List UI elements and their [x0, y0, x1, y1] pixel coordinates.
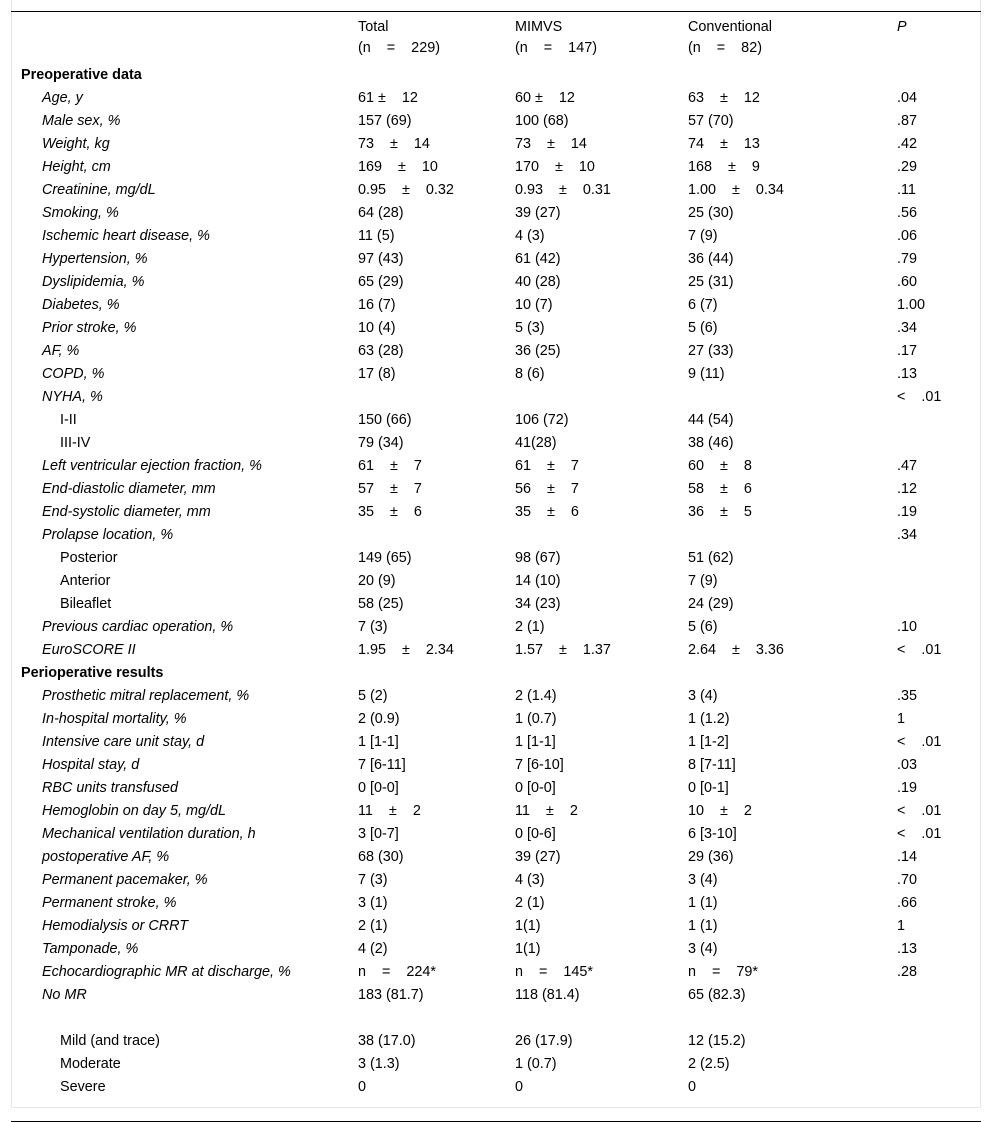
cell-total: 0 — [358, 1078, 367, 1095]
table-row — [11, 777, 981, 800]
cell-total: 3 (1) — [358, 894, 388, 911]
table-row — [11, 294, 981, 317]
row-label: Prosthetic mitral replacement, % — [42, 687, 250, 704]
section-row — [11, 662, 981, 685]
cell-p: 1 — [897, 710, 906, 727]
table-row — [11, 570, 981, 593]
header-total-n: (n = 229) — [358, 40, 440, 56]
cell-total: 1.95 ± 2.34 — [358, 641, 454, 658]
table-row — [11, 593, 981, 616]
cell-total: 57 ± 7 — [358, 480, 422, 497]
header-conventional-n: (n = 82) — [688, 40, 762, 56]
cell-conventional: 6 [3-10] — [688, 825, 737, 842]
cell-total: 68 (30) — [358, 848, 404, 865]
cell-conventional: 27 (33) — [688, 342, 734, 359]
table-row — [11, 317, 981, 340]
row-label: Height, cm — [42, 158, 111, 175]
cell-p: .35 — [897, 687, 918, 704]
row-sublabel — [11, 1099, 358, 1122]
cell-conventional: 3 (4) — [688, 940, 718, 957]
cell-mimvs: 35 ± 6 — [515, 503, 579, 520]
cell-total: 7 (3) — [358, 871, 388, 888]
cell-conventional: 36 ± 5 — [688, 503, 752, 520]
cell-total: 157 (69) — [358, 112, 412, 129]
table-row — [11, 248, 981, 271]
cell-conventional: 1.00 ± 0.34 — [688, 181, 784, 198]
row-sublabel: Moderate — [60, 1055, 121, 1072]
cell-mimvs: 0.93 ± 0.31 — [515, 181, 611, 198]
row-sublabel: Posterior — [60, 549, 118, 566]
cell-total: 10 (4) — [358, 319, 396, 336]
row-label: Tamponade, % — [42, 940, 139, 957]
cell-conventional: 1 (1.2) — [688, 710, 730, 727]
row-label-main: Permanent pacemaker, % — [42, 871, 208, 888]
table-row — [11, 708, 981, 731]
cell-p: < .01 — [897, 733, 942, 750]
cell-conventional: 3 (4) — [688, 687, 718, 704]
cell-mimvs: 40 (28) — [515, 273, 561, 290]
cell-mimvs: 170 ± 10 — [515, 158, 595, 175]
cell-conventional: 24 (29) — [688, 595, 734, 612]
cell-p — [897, 432, 981, 455]
table-row — [11, 892, 981, 915]
cell-conventional — [688, 524, 897, 547]
row-label: Prolapse location, % — [42, 526, 174, 543]
cell-p: .60 — [897, 273, 918, 290]
table-row — [11, 846, 981, 869]
cell-conventional: 38 (46) — [688, 434, 734, 451]
cell-total: 7 [6-11] — [358, 756, 406, 773]
table-row — [11, 202, 981, 225]
cell-mimvs: 1.57 ± 1.37 — [515, 641, 611, 658]
row-label: Age, y — [42, 89, 83, 106]
cell-conventional: 51 (62) — [688, 549, 734, 566]
cell-p — [897, 1099, 981, 1122]
cell-total — [358, 386, 515, 409]
header-mimvs — [515, 12, 688, 64]
cell-total: 1 [1-1] — [358, 733, 399, 750]
cell-mimvs: 1 (0.7) — [515, 710, 557, 727]
table-row — [11, 685, 981, 708]
cell-mimvs: 1(1) — [515, 917, 541, 934]
cell-total: 16 (7) — [358, 296, 396, 313]
cell-p: .34 — [897, 319, 918, 336]
cell-conventional: 25 (30) — [688, 204, 734, 221]
cell-p: 1.00 — [897, 296, 926, 313]
cell-conventional: 44 (54) — [688, 411, 734, 428]
table-row — [11, 432, 981, 455]
cell-mimvs: 36 (25) — [515, 342, 561, 359]
row-label: Ischemic heart disease, % — [42, 227, 210, 244]
table-row — [11, 156, 981, 179]
cell-mimvs: 2 (1.4) — [515, 687, 557, 704]
cell-total: 58 (25) — [358, 595, 404, 612]
cell-p: .66 — [897, 894, 918, 911]
cell-p: 1 — [897, 917, 906, 934]
table-row — [11, 823, 981, 846]
row-label: Previous cardiac operation, % — [42, 618, 234, 635]
row-label: Hemodialysis or CRRT — [42, 917, 189, 934]
cell-total: 5 (2) — [358, 687, 388, 704]
cell-mimvs: 118 (81.4) — [515, 986, 580, 1003]
cell-mimvs: 1 [1-1] — [515, 733, 556, 750]
cell-p: .79 — [897, 250, 918, 267]
cell-conventional: 8 [7-11] — [688, 756, 736, 773]
table-row — [11, 961, 981, 984]
cell-p: .28 — [897, 963, 918, 980]
row-label: No MR — [42, 986, 87, 1003]
cell-p — [897, 409, 981, 432]
row-label: COPD, % — [42, 365, 105, 382]
table-row — [11, 179, 981, 202]
cell-mimvs: 56 ± 7 — [515, 480, 579, 497]
table-row — [11, 478, 981, 501]
cell-conventional: 2 (2.5) — [688, 1055, 730, 1072]
table-row — [11, 1076, 981, 1099]
cell-p: .29 — [897, 158, 918, 175]
cell-conventional — [688, 386, 897, 409]
cell-conventional: 25 (31) — [688, 273, 734, 290]
cell-mimvs — [515, 1099, 688, 1122]
cell-mimvs: 14 (10) — [515, 572, 561, 589]
cell-p: .06 — [897, 227, 918, 244]
cell-mimvs: 39 (27) — [515, 204, 561, 221]
cell-mimvs: 8 (6) — [515, 365, 545, 382]
cell-mimvs: 26 (17.9) — [515, 1032, 573, 1049]
cell-p — [897, 593, 981, 616]
table-row — [11, 915, 981, 938]
cell-total: 183 (81.7) — [358, 986, 424, 1003]
cell-conventional: 57 (70) — [688, 112, 734, 129]
cell-p: .47 — [897, 457, 918, 474]
table-row — [11, 731, 981, 754]
table-row — [11, 271, 981, 294]
cell-conventional: 3 (4) — [688, 871, 718, 888]
cell-total: 20 (9) — [358, 572, 396, 589]
cell-conventional: 168 ± 9 — [688, 158, 760, 175]
cell-mimvs: 61 (42) — [515, 250, 561, 267]
cell-p: .34 — [897, 526, 918, 543]
cell-conventional: 5 (6) — [688, 618, 718, 635]
header-total-title: Total — [358, 19, 389, 35]
row-label: Smoking, % — [42, 204, 119, 221]
cell-conventional: 58 ± 6 — [688, 480, 752, 497]
cell-p: .10 — [897, 618, 918, 635]
cell-mimvs: 4 (3) — [515, 871, 545, 888]
cell-p: < .01 — [897, 388, 942, 405]
cell-conventional — [688, 1099, 897, 1122]
cell-total: 3 (1.3) — [358, 1055, 400, 1072]
cell-conventional: 60 ± 8 — [688, 457, 752, 474]
cell-p: .42 — [897, 135, 918, 152]
cell-total: 11 (5) — [358, 227, 395, 244]
row-label: Male sex, % — [42, 112, 121, 129]
cell-p: .87 — [897, 112, 918, 129]
row-label: Creatinine, mg/dL — [42, 181, 156, 198]
row-label: Diabetes, % — [42, 296, 120, 313]
row-sublabel: Bileaflet — [60, 595, 112, 612]
cell-conventional: 1 (1) — [688, 917, 718, 934]
row-label: Hospital stay, d — [42, 756, 140, 773]
cell-mimvs: 61 ± 7 — [515, 457, 579, 474]
cell-mimvs: 4 (3) — [515, 227, 545, 244]
cell-total: 3 [0-7] — [358, 825, 399, 842]
table-row — [11, 984, 981, 1030]
row-sublabel: Severe — [60, 1078, 106, 1095]
cell-total: 2 (1) — [358, 917, 388, 934]
cell-conventional: 63 ± 12 — [688, 89, 760, 106]
cell-total: 79 (34) — [358, 434, 404, 451]
cell-mimvs: 0 [0-6] — [515, 825, 556, 842]
cell-total: n = 224* — [358, 963, 437, 980]
cell-p — [897, 984, 981, 1030]
cell-conventional: 0 — [688, 1078, 697, 1095]
cell-mimvs: 34 (23) — [515, 595, 561, 612]
row-sublabel: I-II — [60, 411, 77, 428]
cell-conventional: 36 (44) — [688, 250, 734, 267]
row-label: End-systolic diameter, mm — [42, 503, 211, 520]
cell-p: .19 — [897, 503, 918, 520]
table-row — [11, 1053, 981, 1076]
results-table — [11, 11, 981, 1122]
table-row — [11, 639, 981, 662]
cell-total: 149 (65) — [358, 549, 412, 566]
header-mimvs-n: (n = 147) — [515, 40, 597, 56]
row-label: postoperative AF, % — [42, 848, 170, 865]
row-label: EuroSCORE II — [42, 641, 136, 658]
table-row — [11, 409, 981, 432]
table-row — [11, 1099, 981, 1122]
table-row — [11, 340, 981, 363]
cell-mimvs: 7 [6-10] — [515, 756, 564, 773]
row-label: Prior stroke, % — [42, 319, 137, 336]
cell-total: 97 (43) — [358, 250, 404, 267]
cell-conventional: 6 (7) — [688, 296, 718, 313]
cell-total: 17 (8) — [358, 365, 396, 382]
row-sublabel: III-IV — [60, 434, 91, 451]
table-row — [11, 524, 981, 547]
table-header-row — [11, 12, 981, 64]
cell-total: 73 ± 14 — [358, 135, 430, 152]
row-label: AF, % — [42, 342, 80, 359]
cell-total: 2 (0.9) — [358, 710, 400, 727]
cell-p: < .01 — [897, 825, 942, 842]
cell-total: 35 ± 6 — [358, 503, 422, 520]
cell-mimvs: 98 (67) — [515, 549, 561, 566]
row-sublabel: Anterior — [60, 572, 111, 589]
cell-p: .14 — [897, 848, 918, 865]
cell-total — [358, 524, 515, 547]
header-p: P — [897, 19, 907, 35]
cell-p: < .01 — [897, 641, 942, 658]
row-label: NYHA, % — [42, 388, 103, 405]
header-conventional-title: Conventional — [688, 19, 773, 35]
cell-conventional: 0 [0-1] — [688, 779, 729, 796]
cell-mimvs: 2 (1) — [515, 618, 545, 635]
cell-total — [358, 1099, 515, 1122]
cell-conventional: 10 ± 2 — [688, 802, 752, 819]
row-sublabel: Mild (and trace) — [60, 1032, 160, 1049]
cell-total: 7 (3) — [358, 618, 388, 635]
table-row — [11, 616, 981, 639]
row-label: Dyslipidemia, % — [42, 273, 145, 290]
cell-conventional: 74 ± 13 — [688, 135, 760, 152]
row-label: Hypertension, % — [42, 250, 148, 267]
cell-conventional: 12 (15.2) — [688, 1032, 746, 1049]
cell-total: 38 (17.0) — [358, 1032, 416, 1049]
cell-mimvs: 60 ± 12 — [515, 89, 575, 106]
table-row — [11, 87, 981, 110]
cell-conventional: 1 [1-2] — [688, 733, 729, 750]
row-label: End-diastolic diameter, mm — [42, 480, 216, 497]
cell-p: .19 — [897, 779, 918, 796]
cell-total: 61 ± 7 — [358, 457, 422, 474]
cell-total: 65 (29) — [358, 273, 404, 290]
cell-mimvs: 1(1) — [515, 940, 541, 957]
table-row — [11, 800, 981, 823]
table-row — [11, 386, 981, 409]
row-label: Weight, kg — [42, 135, 110, 152]
cell-total: 61 ± 12 — [358, 89, 418, 106]
cell-p: .17 — [897, 342, 918, 359]
row-label: Permanent stroke, % — [42, 894, 177, 911]
cell-p: .13 — [897, 940, 918, 957]
table-row — [11, 363, 981, 386]
table-row — [11, 455, 981, 478]
cell-mimvs: 41(28) — [515, 434, 557, 451]
cell-p: .12 — [897, 480, 918, 497]
row-label: Left ventricular ejection fraction, % — [42, 457, 262, 474]
cell-conventional: 29 (36) — [688, 848, 734, 865]
section-row — [11, 64, 981, 87]
header-label — [11, 12, 358, 64]
row-label: In-hospital mortality, % — [42, 710, 187, 727]
section-title-preoperative: Preoperative data — [21, 66, 142, 83]
cell-mimvs: 1 (0.7) — [515, 1055, 557, 1072]
cell-total: 11 ± 2 — [358, 802, 421, 819]
cell-mimvs: 5 (3) — [515, 319, 545, 336]
cell-conventional: 1 (1) — [688, 894, 718, 911]
section-title-perioperative: Perioperative results — [21, 664, 164, 681]
header-conventional — [688, 12, 897, 64]
cell-conventional: 65 (82.3) — [688, 986, 746, 1003]
cell-p: .70 — [897, 871, 918, 888]
cell-p — [897, 570, 981, 593]
cell-mimvs — [515, 524, 688, 547]
cell-total: 0.95 ± 0.32 — [358, 181, 454, 198]
row-label: Echocardiographic MR at discharge, % — [42, 963, 291, 980]
table-row — [11, 547, 981, 570]
table-row — [11, 754, 981, 777]
cell-mimvs: 106 (72) — [515, 411, 569, 428]
cell-total: 64 (28) — [358, 204, 404, 221]
table-row — [11, 869, 981, 892]
table-row — [11, 225, 981, 248]
cell-p — [897, 1053, 981, 1076]
cell-mimvs: 73 ± 14 — [515, 135, 587, 152]
cell-mimvs: 39 (27) — [515, 848, 561, 865]
cell-mimvs: 0 [0-0] — [515, 779, 556, 796]
cell-conventional: 7 (9) — [688, 227, 718, 244]
cell-total: 63 (28) — [358, 342, 404, 359]
row-label: Mechanical ventilation duration, h — [42, 825, 256, 842]
cell-mimvs: n = 145* — [515, 963, 594, 980]
cell-p: .11 — [897, 181, 916, 198]
cell-mimvs: 10 (7) — [515, 296, 553, 313]
cell-p: .13 — [897, 365, 918, 382]
cell-total: 169 ± 10 — [358, 158, 438, 175]
header-total — [358, 12, 515, 64]
row-label: Hemoglobin on day 5, mg/dL — [42, 802, 226, 819]
cell-p: .03 — [897, 756, 918, 773]
cell-mimvs: 2 (1) — [515, 894, 545, 911]
cell-total: 150 (66) — [358, 411, 412, 428]
cell-p: .56 — [897, 204, 918, 221]
row-label: Intensive care unit stay, d — [42, 733, 205, 750]
cell-p — [897, 547, 981, 570]
table-row — [11, 110, 981, 133]
cell-total: 4 (2) — [358, 940, 388, 957]
cell-mimvs: 0 — [515, 1078, 524, 1095]
cell-mimvs — [515, 386, 688, 409]
cell-mimvs: 100 (68) — [515, 112, 569, 129]
table-row — [11, 133, 981, 156]
header-mimvs-title: MIMVS — [515, 19, 563, 35]
row-label: RBC units transfused — [42, 779, 178, 796]
cell-p: < .01 — [897, 802, 942, 819]
cell-conventional: n = 79* — [688, 963, 758, 980]
row-label — [11, 869, 358, 892]
cell-p — [897, 1076, 981, 1099]
table-row — [11, 1030, 981, 1053]
table-row — [11, 501, 981, 524]
cell-p: .04 — [897, 89, 918, 106]
table-row — [11, 938, 981, 961]
cell-conventional: 2.64 ± 3.36 — [688, 641, 784, 658]
cell-mimvs: 11 ± 2 — [515, 802, 578, 819]
cell-conventional: 7 (9) — [688, 572, 718, 589]
cell-p — [897, 1030, 981, 1053]
cell-conventional: 9 (11) — [688, 365, 725, 382]
cell-total: 0 [0-0] — [358, 779, 399, 796]
cell-conventional: 5 (6) — [688, 319, 718, 336]
